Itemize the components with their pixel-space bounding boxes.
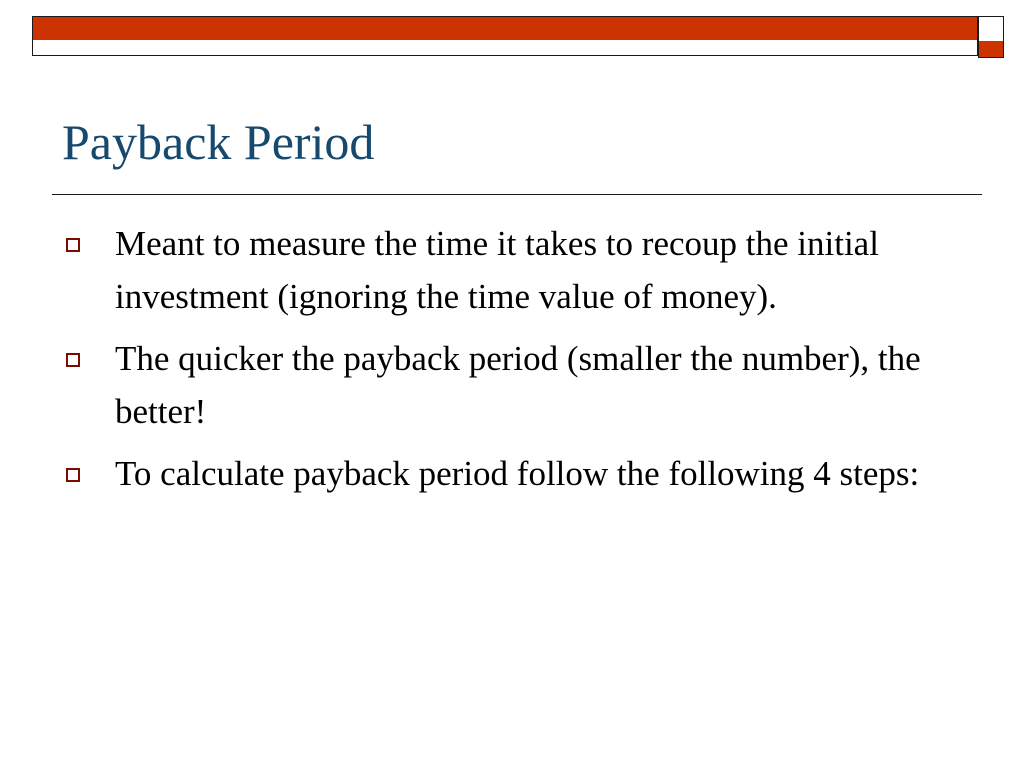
- bullet-text: Meant to measure the time it takes to recoup the initial investment (ignoring the time value of money).: [115, 224, 879, 316]
- header-band: [33, 17, 977, 40]
- title-divider: [52, 194, 982, 195]
- header-corner-fill: [979, 41, 1003, 57]
- hollow-square-icon: [66, 353, 80, 367]
- bullet-text: The quicker the payback period (smaller the number), the better!: [115, 339, 921, 431]
- bullet-item: [62, 448, 962, 501]
- slide-title: Payback Period: [62, 114, 375, 170]
- bullet-item: [62, 218, 962, 323]
- bullet-text: To calculate payback period follow the following 4 steps:: [115, 454, 920, 493]
- bullet-item: [62, 333, 962, 438]
- hollow-square-icon: [66, 468, 80, 482]
- hollow-square-icon: [66, 238, 80, 252]
- bullet-list: [62, 218, 962, 511]
